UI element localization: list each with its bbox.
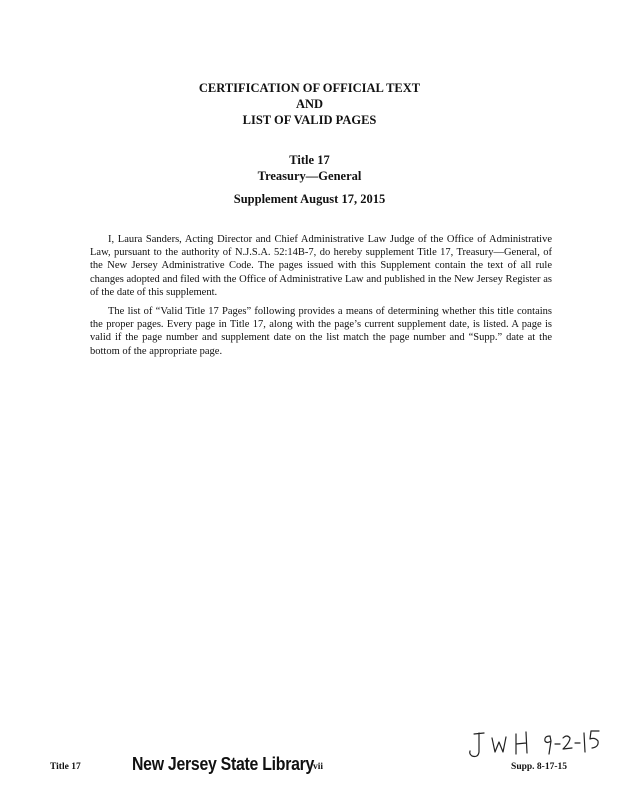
- footer-page-number: vii: [313, 762, 324, 772]
- certification-heading: [0, 80, 619, 128]
- library-stamp: New Jersey State Library: [132, 754, 315, 774]
- paragraph-valid-pages: The list of “Valid Title 17 Pages” following provides a means of determining whether this title contains the proper pages. Every page in Title 17, along with the page’s current supplement date, is listed. A page is valid if the page number and supplement date on the list match the page number and “Supp.” date at the bottom of the appropriate page.: [90, 306, 552, 357]
- certification-body: [90, 233, 552, 364]
- footer-supplement-date: Supp. 8-17-15: [511, 762, 567, 772]
- heading-line-1: CERTIFICATION OF OFFICIAL TEXT: [198, 81, 421, 95]
- supplement-date: Supplement August 17, 2015: [233, 192, 386, 206]
- paragraph-certification: I, Laura Sanders, Acting Director and Chief Administrative Law Judge of the Office of Administrative Law, pursuant to the authority of N.J.S.A. 52:14B-7, do hereby supplement Title 17, Treasury—General, of the New Jersey Administrative Code. The pages issued with this Supplement contain the text of all rule changes adopted and filed with the Office of Administrative Law and published in the New Jersey Register as of the date of this supplement.: [90, 234, 552, 298]
- footer-title: Title 17: [50, 762, 81, 772]
- heading-line-3: LIST OF VALID PAGES: [242, 113, 377, 127]
- heading-line-2: AND: [295, 97, 324, 111]
- page-footer: [0, 754, 619, 778]
- title-block: [0, 152, 619, 184]
- title-name: Treasury—General: [257, 169, 362, 183]
- title-number: Title 17: [289, 153, 330, 167]
